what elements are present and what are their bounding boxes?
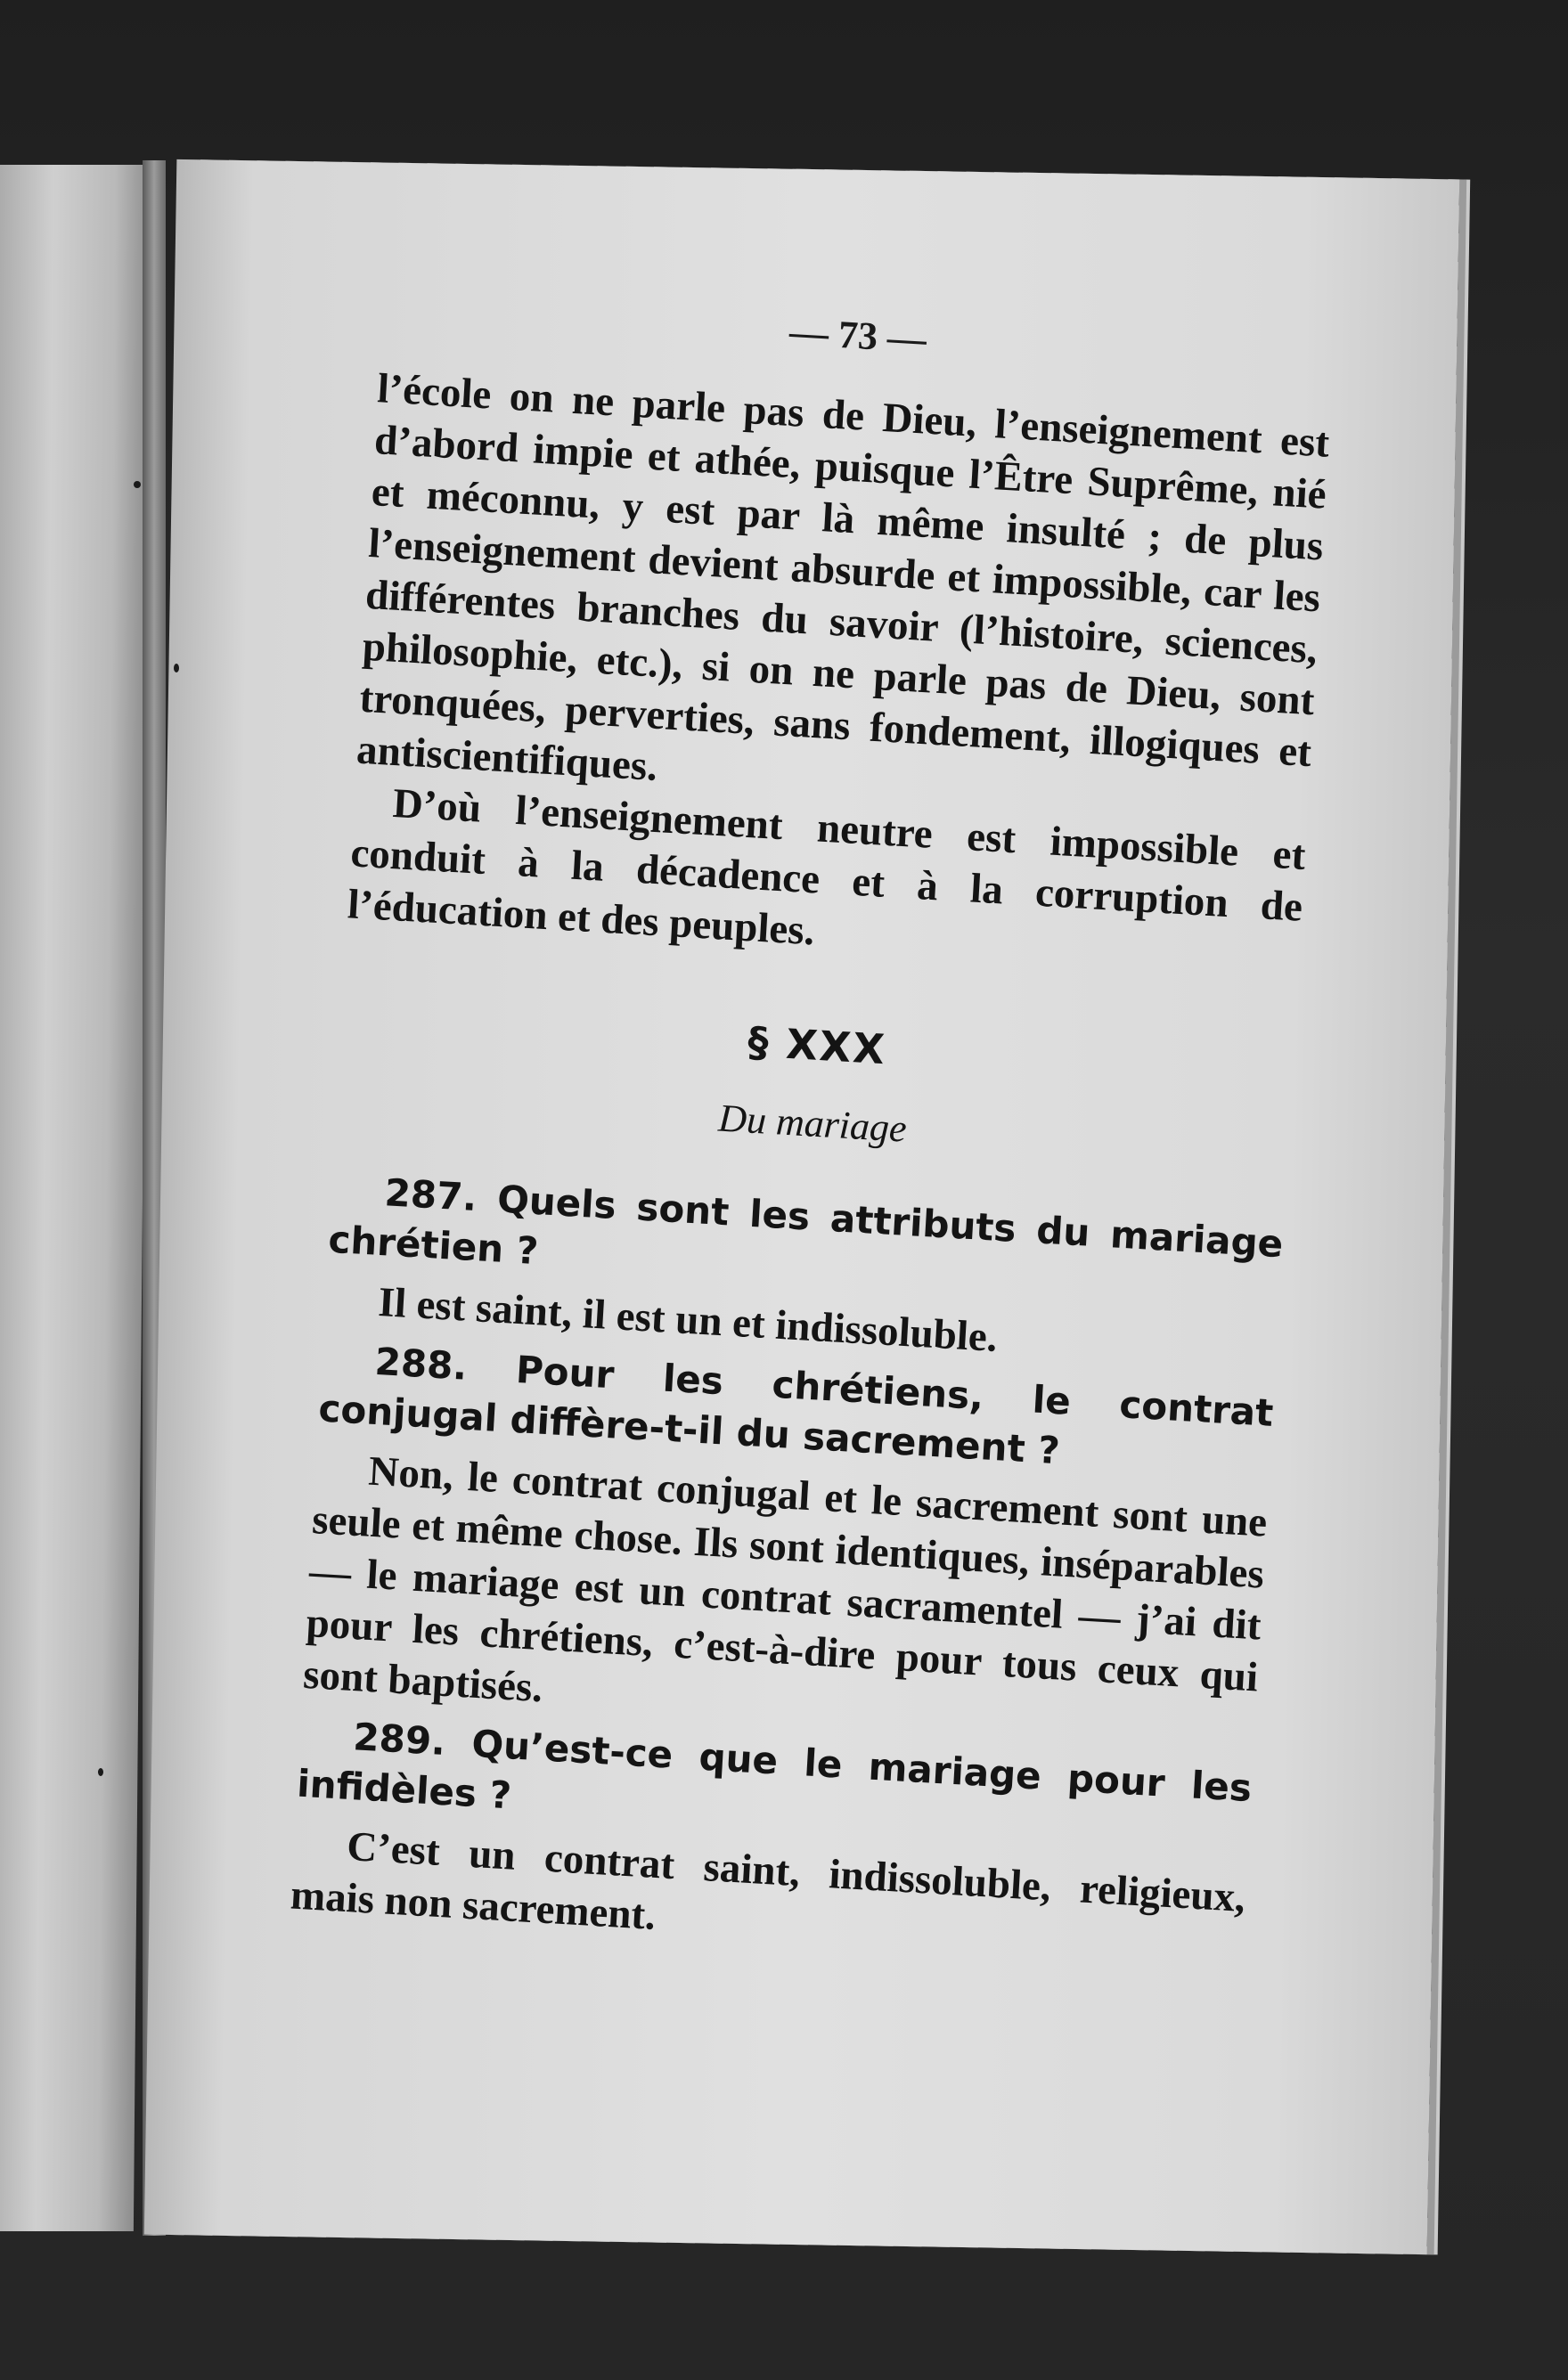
question: 289. Qu’est-ce que le mariage pour les infidèles ?	[296, 1715, 1254, 1818]
paragraph: D’où l’enseignement neutre est impossible et conduit à la décadence et à la corruption de l’éducation et des peuples.	[346, 779, 1307, 955]
book-page	[144, 159, 1459, 2254]
page-number: — 73 —	[788, 309, 928, 362]
previous-page-edge	[0, 165, 151, 2231]
answer: Non, le contrat conjugal et le sacrement sont une seule et même chose. Ils sont identiques, inséparables — le mariage est un contrat sacramentel — j’ai dit pour les chrétiens, c’est-à-dire pour tous ceux qui sont baptisés.	[302, 1447, 1269, 1712]
dust-speck	[134, 481, 141, 488]
answer: Il est saint, il est un et indissoluble.	[377, 1278, 1000, 1361]
answer: C’est un contrat saint, indissoluble, religieux, mais non sacrement.	[289, 1822, 1247, 1939]
page-body	[290, 363, 1331, 1976]
page-text	[289, 163, 1342, 1939]
section-heading: § XXX	[746, 1017, 888, 1074]
paragraph: l’école on ne parle pas de Dieu, l’enseignement est d’abord impie et athée, puisque l’Être Suprême, nié et méconnu, y est par là même insulté ; de plus l’enseignement devient absurde et impossible, car les différentes branches du savoir (l’histoire, sciences, philosophie, etc.), si on ne parle pas de Dieu, sont tronquées, perverties, sans fondement, illogiques et antiscientifiques.	[355, 365, 1331, 790]
question: 288. Pour les chrétiens, le contrat conjugal diffère-t-il du sacrement ?	[317, 1339, 1275, 1473]
section-title: Du mariage	[717, 1096, 909, 1151]
dust-speck	[98, 1768, 103, 1776]
question: 287. Quels sont les attributs du mariage chrétien ?	[327, 1170, 1285, 1274]
dust-speck	[174, 664, 179, 672]
